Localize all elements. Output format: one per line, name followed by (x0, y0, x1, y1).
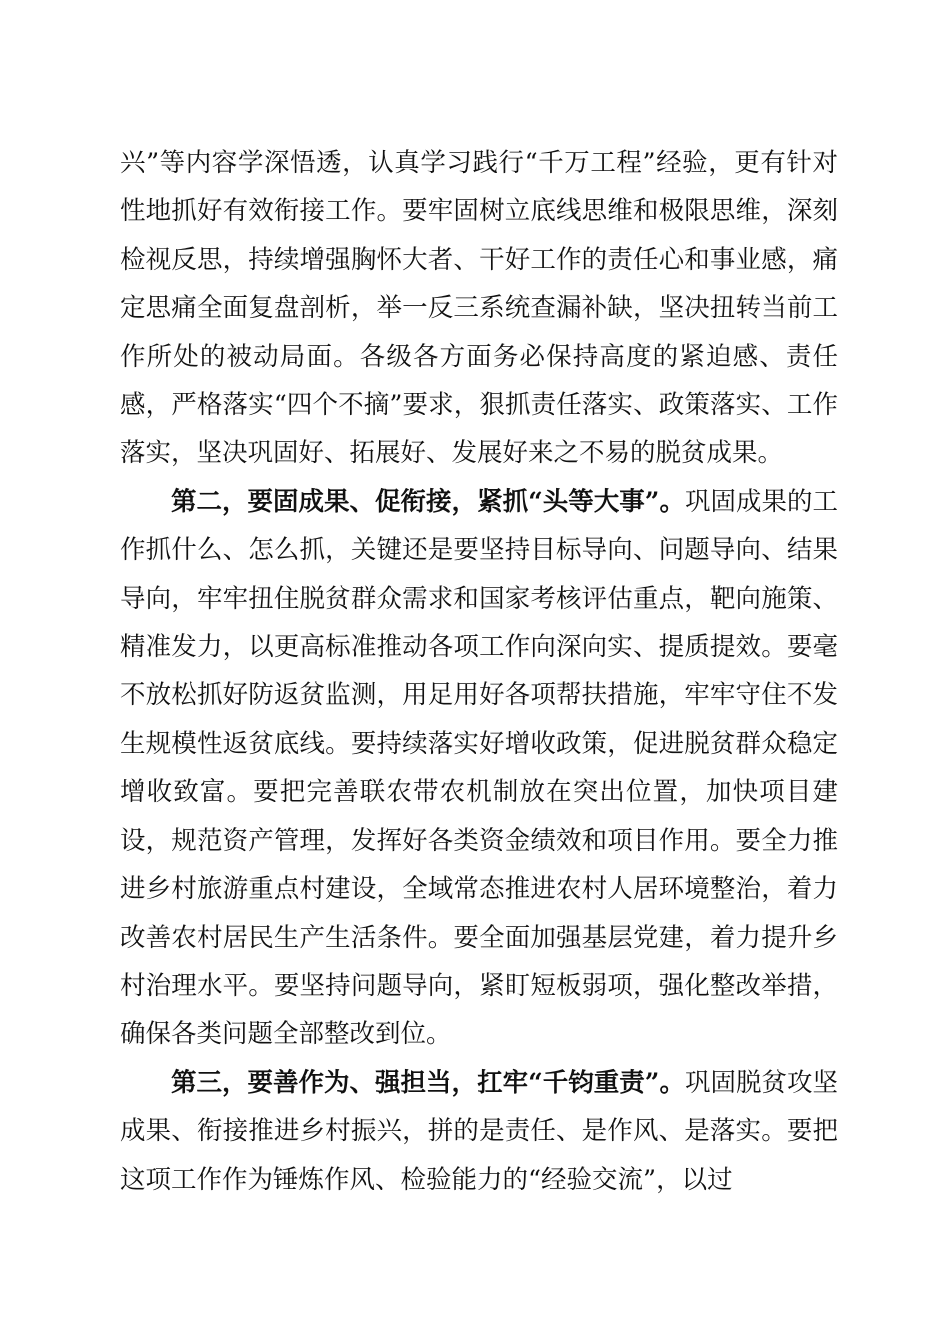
paragraph-heading: 第三，要善作为、强担当，扛牢“千钧重责”。 (171, 1067, 685, 1098)
paragraph-third-point (120, 1059, 838, 1204)
paragraph-text: 巩固成果的工作抓什么、怎么抓，关键还是要坚持目标导向、问题导向、结果导向，牢牢扭住脱贫群众需求和国家考核评估重点，靶向施策、精准发力，以更高标准推动各项工作向深向实、提质提效。要毫不放松抓好防返贫监测，用足用好各项帮扶措施，牢牢守住不发生规模性返贫底线。要持续落实好增收政策，促进脱贫群众稳定增收致富。要把完善联农带农机制放在突出位置，加快项目建设，规范资产管理，发挥好各类资金绩效和项目作用。要全力推进乡村旅游重点村建设，全域常态推进农村人居环境整治，着力改善农村居民生产生活条件。要全面加强基层党建，着力提升乡村治理水平。要坚持问题导向，紧盯短板弱项，强化整改举措，确保各类问题全部整改到位。 (120, 486, 838, 1050)
paragraph-second-point (120, 478, 838, 1059)
paragraph-text: 巩固脱贫攻坚成果、衔接推进乡村振兴，拼的是责任、是作风、是落实。要把这项工作作为锤炼作风、检验能力的“经验交流”，以过 (120, 1067, 838, 1195)
paragraph-continuation (120, 139, 838, 478)
paragraph-text: 兴”等内容学深悟透，认真学习践行“千万工程”经验，更有针对性地抓好有效衔接工作。要牢固树立底线思维和极限思维，深刻检视反思，持续增强胸怀大者、干好工作的责任心和事业感，痛定思痛全面复盘剖析，举一反三系统查漏补缺，坚决扭转当前工作所处的被动局面。各级各方面务必保持高度的紧迫感、责任感，严格落实“四个不摘”要求，狠抓责任落实、政策落实、工作落实，坚决巩固好、拓展好、发展好来之不易的脱贫成果。 (120, 148, 838, 469)
document-body (120, 139, 838, 1204)
paragraph-heading: 第二，要固成果、促衔接，紧抓“头等大事”。 (171, 486, 685, 517)
